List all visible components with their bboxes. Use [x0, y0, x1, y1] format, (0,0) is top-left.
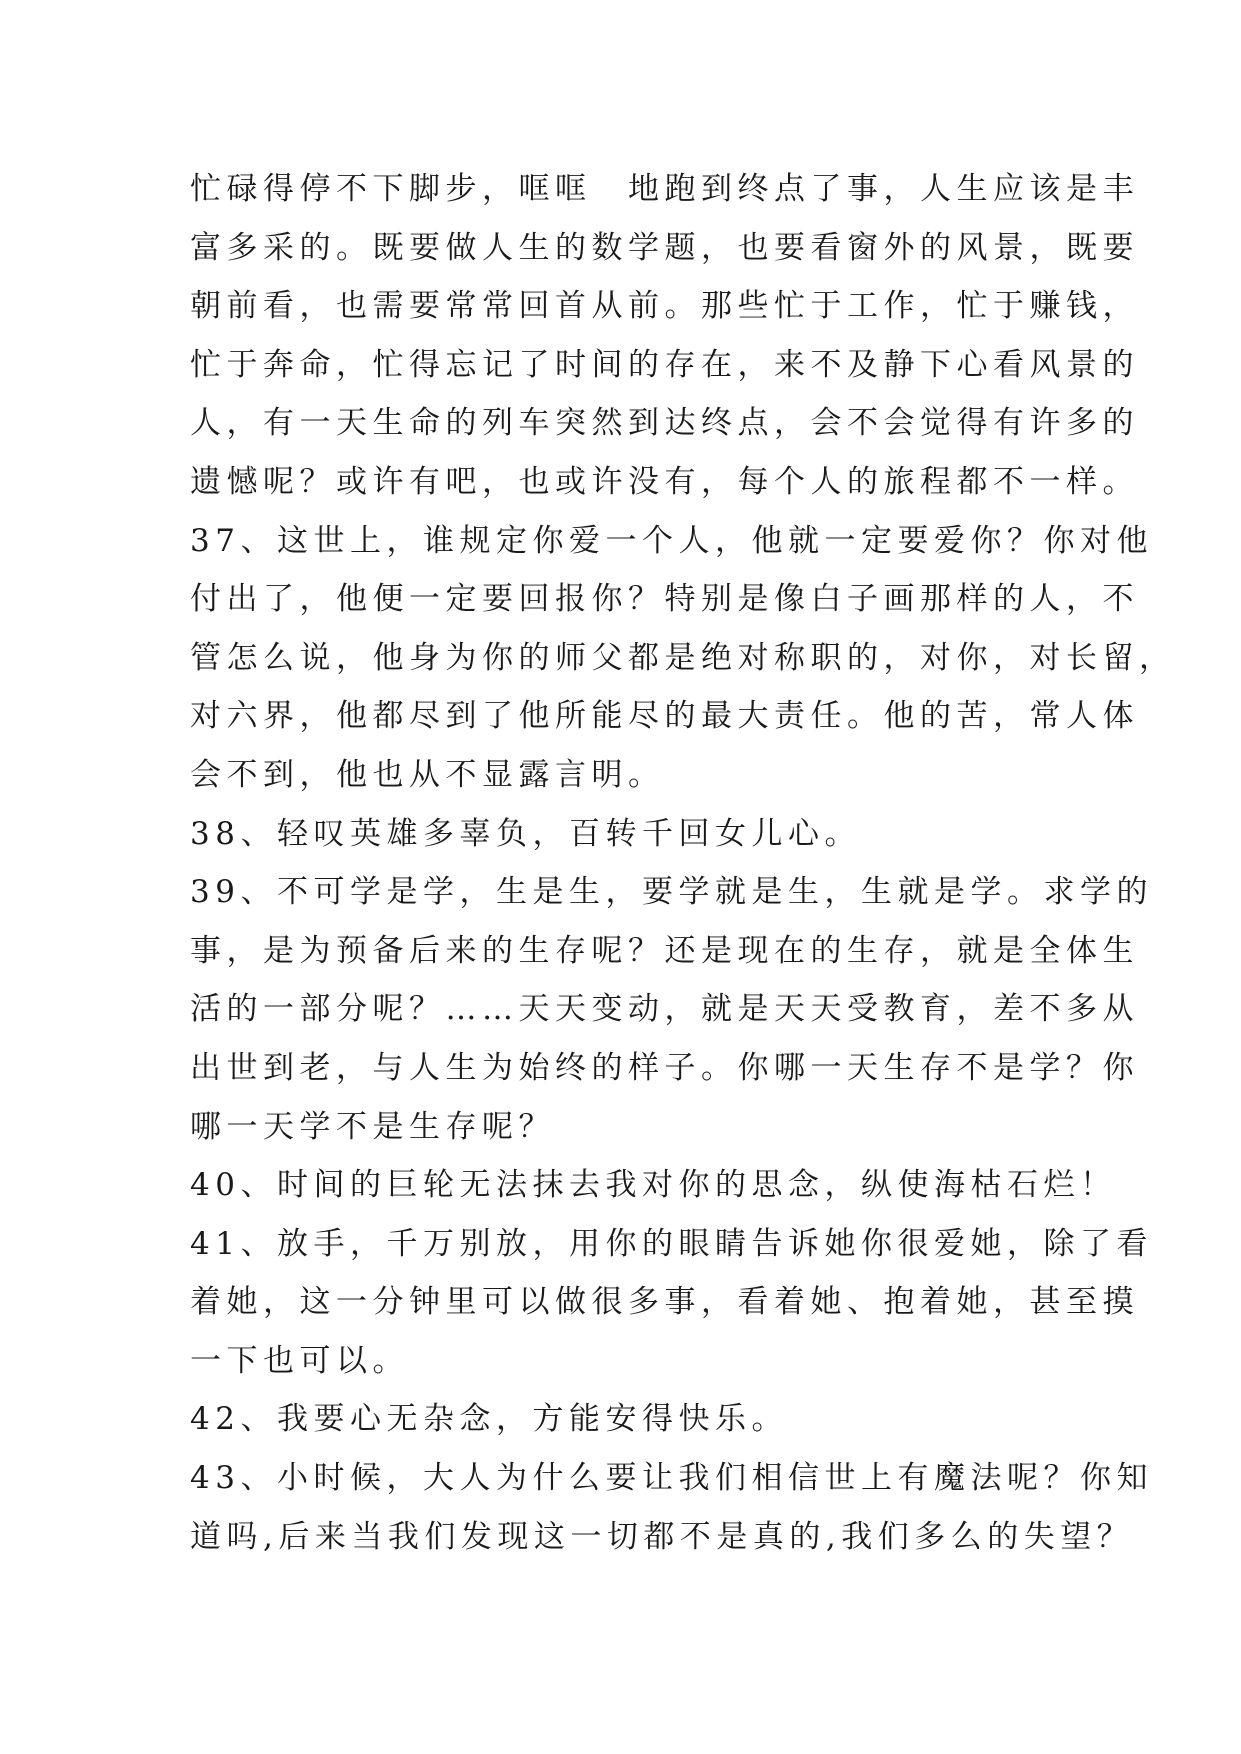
body-text — [190, 160, 1176, 1566]
text-line: 付出了，他便一定要回报你？特别是像白子画那样的人，不 — [190, 581, 1139, 618]
text-line: 朝前看，也需要常常回首从前。那些忙于工作，忙于赚钱， — [190, 288, 1139, 325]
text-line: 38、轻叹英雄多辜负，百转千回女儿心。 — [190, 815, 861, 852]
text-line: 43、小时候，大人为什么要让我们相信世上有魔法呢？你知 — [190, 1460, 1153, 1497]
text-line: 41、放手，千万别放，用你的眼睛告诉她你很爱她，除了看 — [190, 1225, 1153, 1262]
text-line: 管怎么说，他身为你的师父都是绝对称职的，对你，对长留， — [190, 639, 1176, 676]
text-line: 40、时间的巨轮无法抹去我对你的思念，纵使海枯石烂！ — [190, 1167, 1117, 1204]
text-line: 着她，这一分钟里可以做很多事，看着她、抱着她，甚至摸 — [190, 1284, 1139, 1321]
text-line: 富多采的。既要做人生的数学题，也要看窗外的风景，既要 — [190, 229, 1139, 266]
text-line: 39、不可学是学，生是生，要学就是生，生就是学。求学的 — [190, 874, 1153, 911]
text-line: 道吗,后来当我们发现这一切都不是真的,我们多么的失望？ — [190, 1518, 1134, 1555]
text-line: 37、这世上，谁规定你爱一个人，他就一定要爱你？你对他 — [190, 522, 1153, 559]
text-line: 忙碌得停不下脚步，哐哐 地跑到终点了事，人生应该是丰 — [190, 171, 1139, 207]
text-line: 一下也可以。 — [190, 1342, 409, 1379]
text-line: 对六界，他都尽到了他所能尽的最大责任。他的苦，常人体 — [190, 698, 1139, 735]
text-line: 事，是为预备后来的生存呢？还是现在的生存，就是全体生 — [190, 932, 1139, 969]
text-line: 人，有一天生命的列车突然到达终点，会不会觉得有许多的 — [190, 405, 1139, 442]
text-line: 出世到老，与人生为始终的样子。你哪一天生存不是学？你 — [190, 1049, 1139, 1086]
text-line: 活的一部分呢？……天天变动，就是天天受教育，差不多从 — [190, 991, 1139, 1028]
text-line: 哪一天学不是生存呢？ — [190, 1108, 555, 1145]
text-line: 忙于奔命，忙得忘记了时间的存在，来不及静下心看风景的 — [190, 346, 1139, 383]
text-line: 42、我要心无杂念，方能安得快乐。 — [190, 1401, 788, 1438]
text-line: 会不到，他也从不显露言明。 — [190, 756, 665, 793]
text-line: 遗憾呢？或许有吧，也或许没有，每个人的旅程都不一样。 — [190, 463, 1139, 500]
